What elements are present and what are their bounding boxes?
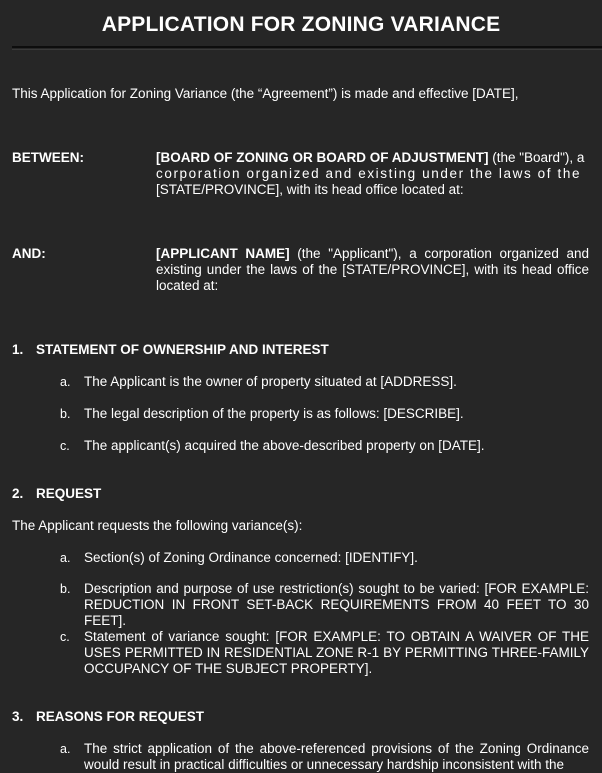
item-text: Description and purpose of use restriction(s) sought to be varied: [FOR EXAMPLE: REDUCTION IN FRONT SET-BACK REQUIREMENTS FROM 40 FEET TO 30 FEET]. bbox=[84, 581, 589, 628]
and-party-text bbox=[156, 246, 589, 294]
item-text: The Applicant is the owner of property situated at [ADDRESS]. bbox=[84, 374, 457, 389]
item-letter: a. bbox=[60, 551, 71, 565]
list-item bbox=[60, 550, 589, 566]
item-letter: b. bbox=[60, 407, 71, 421]
title-divider bbox=[12, 46, 602, 48]
document-title: APPLICATION FOR ZONING VARIANCE bbox=[101, 13, 501, 36]
item-text: Section(s) of Zoning Ordinance concerned: [IDENTIFY]. bbox=[84, 550, 418, 565]
item-text: The legal description of the property is as follows: [DESCRIBE]. bbox=[84, 406, 464, 421]
item-letter: a. bbox=[60, 742, 71, 756]
board-line-2: corporation organized and existing under the laws of the bbox=[156, 166, 582, 181]
and-label: AND: bbox=[12, 246, 46, 261]
list-item bbox=[60, 741, 589, 773]
applicant-name: [APPLICANT NAME] bbox=[156, 246, 290, 261]
between-party-text bbox=[156, 150, 589, 198]
board-role: (the "Board"), a bbox=[488, 150, 585, 165]
applicant-description: (the "Applicant"), a corporation organized and existing under the laws of the [STATE/PROVINCE], with its head office located at: bbox=[156, 246, 589, 293]
board-line-3: [STATE/PROVINCE], with its head office located at: bbox=[156, 182, 464, 197]
item-text: Statement of variance sought: [FOR EXAMPLE: TO OBTAIN A WAIVER OF THE USES PERMITTED IN RESIDENTIAL ZONE R-1 BY PERMITTING THREE-FAMILY OCCUPANCY OF THE SUBJECT PROPERTY]. bbox=[84, 629, 589, 676]
section-number: 2. bbox=[12, 486, 24, 501]
section-title: STATEMENT OF OWNERSHIP AND INTEREST bbox=[36, 342, 329, 357]
section-2-lead: The Applicant requests the following variance(s): bbox=[12, 518, 303, 533]
board-name: [BOARD OF ZONING OR BOARD OF ADJUSTMENT] bbox=[156, 150, 489, 165]
title-divider-shadow bbox=[12, 49, 602, 50]
item-letter: c. bbox=[60, 630, 70, 644]
section-number: 3. bbox=[12, 709, 24, 724]
list-item bbox=[60, 374, 589, 390]
section-number: 1. bbox=[12, 342, 24, 357]
item-text: The applicant(s) acquired the above-described property on [DATE]. bbox=[84, 438, 485, 453]
section-3-heading bbox=[12, 709, 204, 725]
intro-paragraph: This Application for Zoning Variance (the “Agreement”) is made and effective [DATE], bbox=[12, 86, 519, 101]
section-title: REQUEST bbox=[36, 486, 102, 501]
item-text: The strict application of the above-referenced provisions of the Zoning Ordinance would result in practical difficulties or unnecessary hardship inconsistent with the bbox=[84, 741, 589, 772]
item-letter: b. bbox=[60, 582, 71, 596]
between-label: BETWEEN: bbox=[12, 150, 84, 165]
list-item bbox=[60, 406, 589, 422]
section-title: REASONS FOR REQUEST bbox=[36, 709, 205, 724]
section-1-heading bbox=[12, 342, 329, 358]
item-letter: a. bbox=[60, 375, 71, 389]
section-2-heading bbox=[12, 486, 101, 502]
list-item bbox=[60, 629, 589, 677]
list-item bbox=[60, 581, 589, 629]
list-item bbox=[60, 438, 589, 454]
item-letter: c. bbox=[60, 439, 70, 453]
